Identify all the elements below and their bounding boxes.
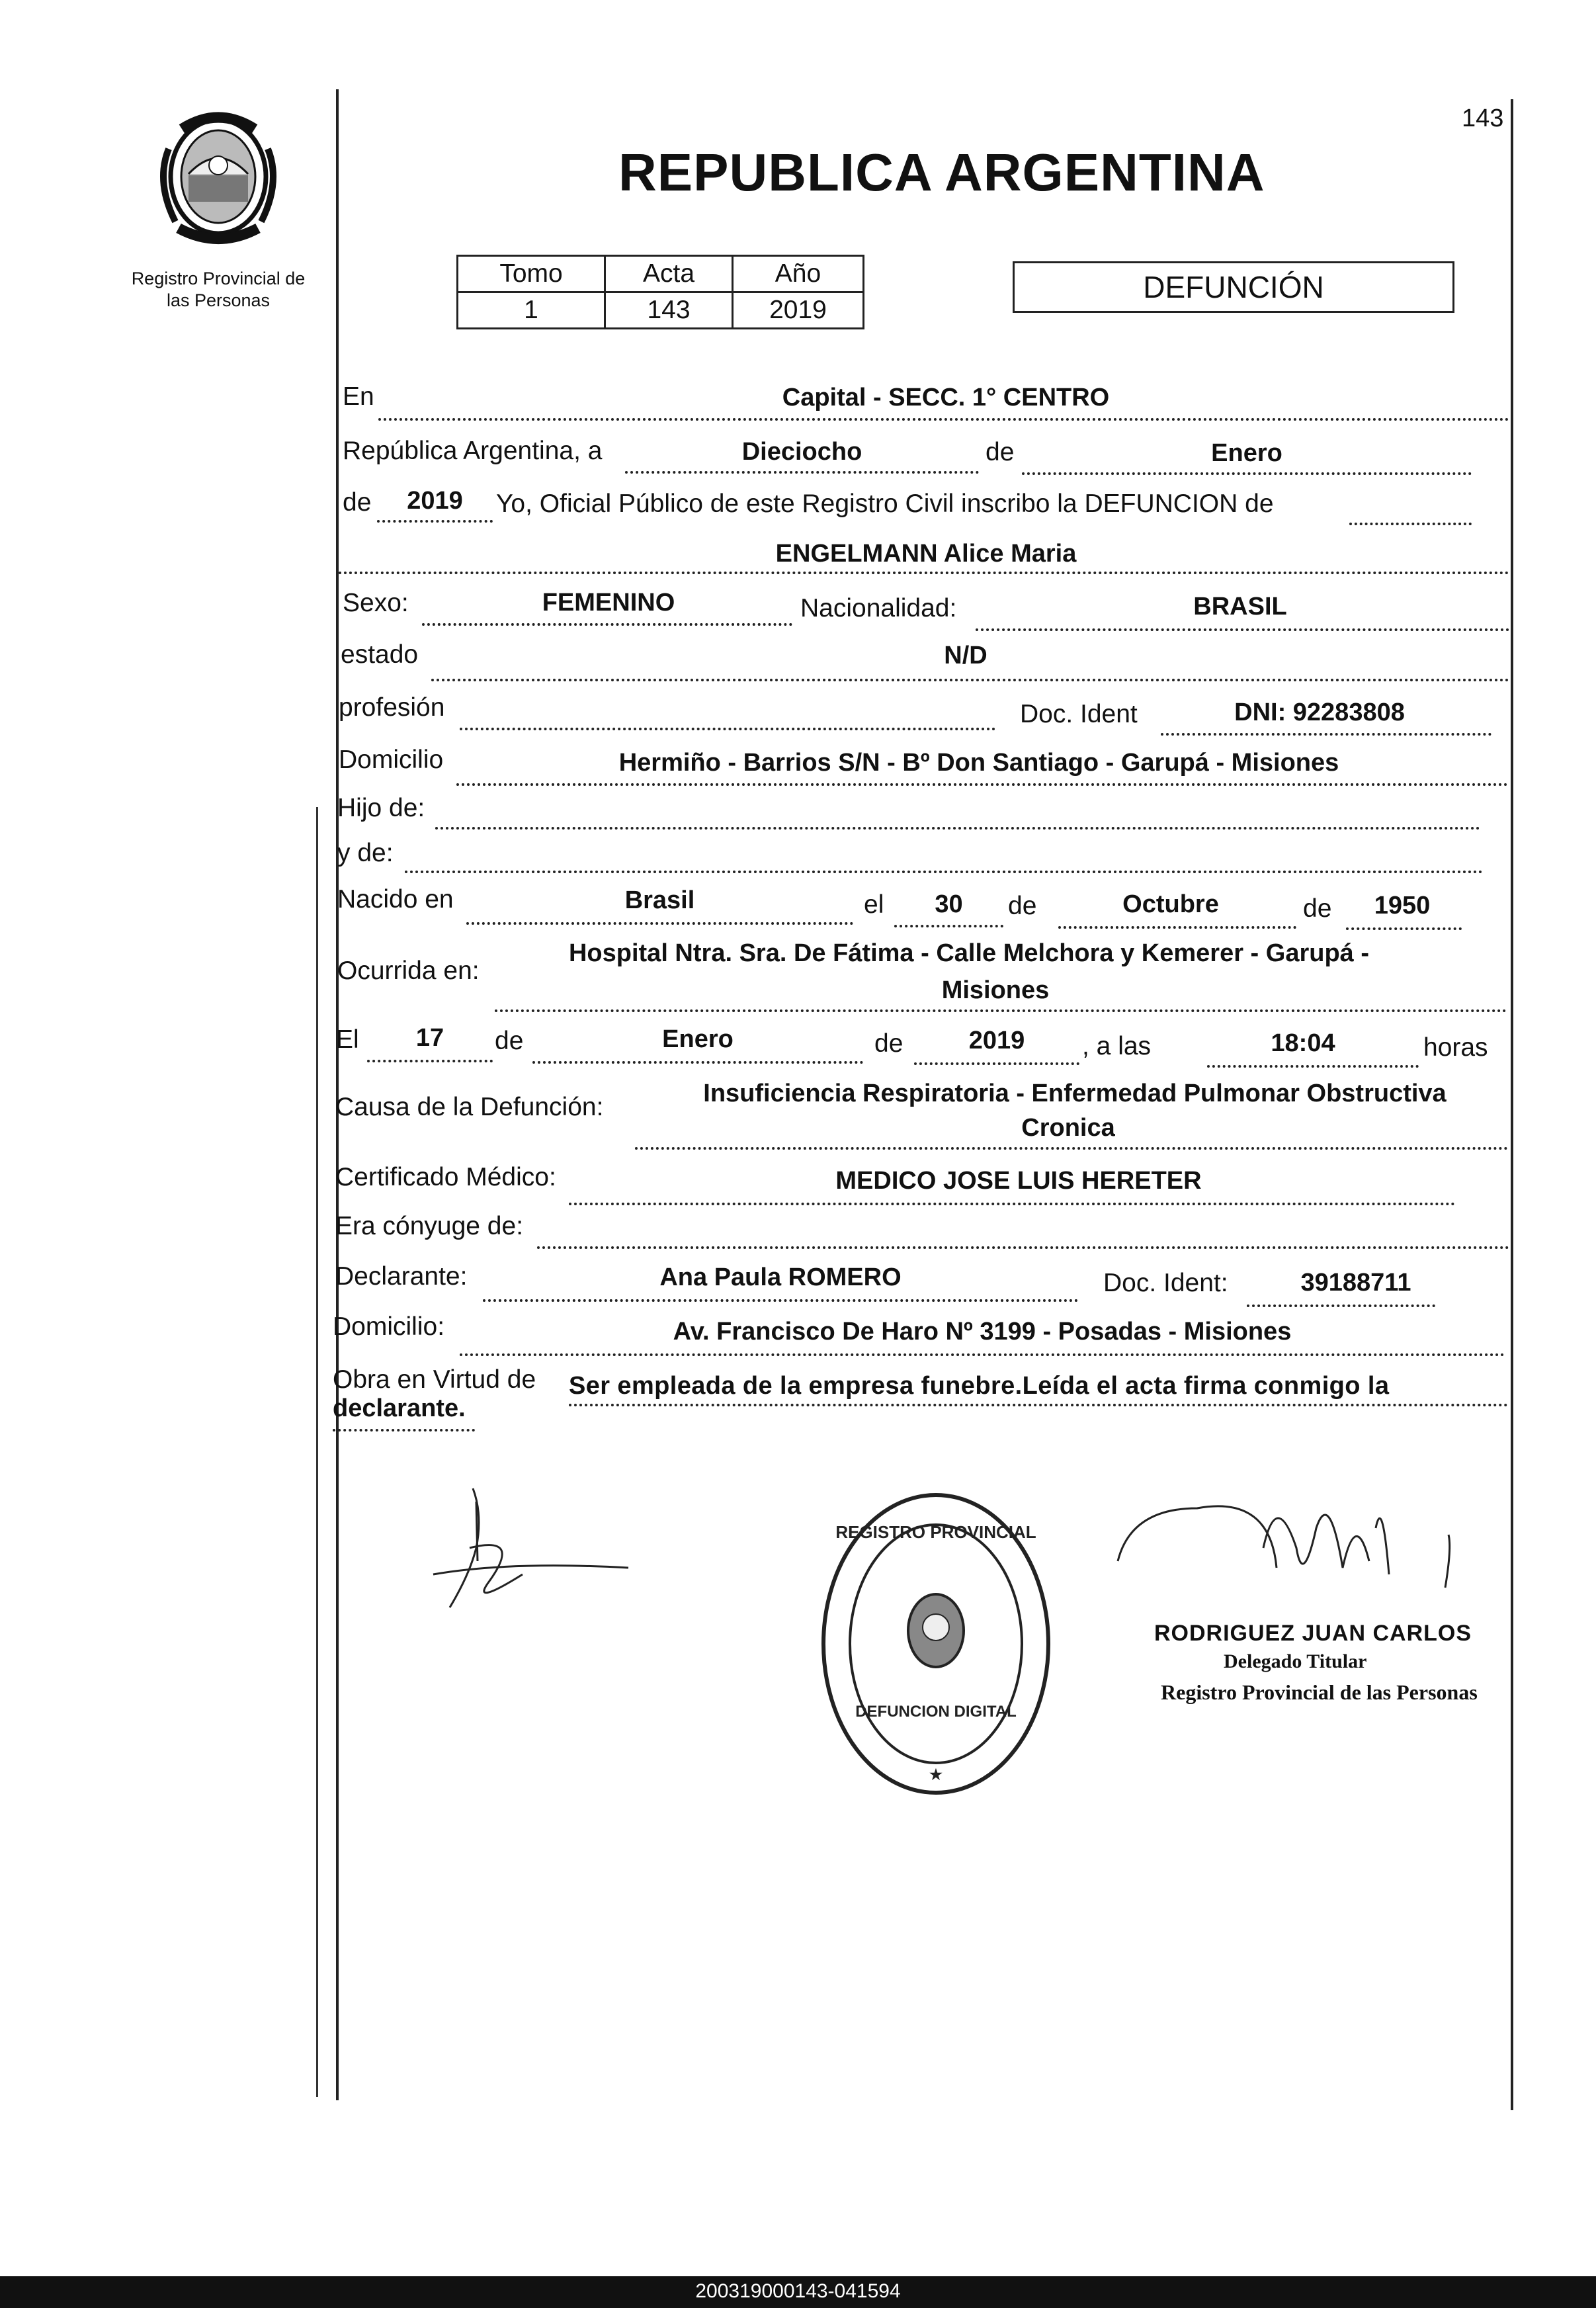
record-table-header-anio: Año: [733, 256, 864, 292]
causa-value-line1: Insuficiencia Respiratoria - Enfermedad Pulmonar Obstructiva: [703, 1080, 1447, 1107]
ocurrida-label: Ocurrida en:: [337, 957, 480, 985]
page-title: REPUBLICA ARGENTINA: [618, 143, 1265, 202]
nacido-value: Brasil: [624, 886, 695, 914]
anio-de-label: de: [343, 488, 372, 517]
oficial-line: [1349, 523, 1472, 525]
en-line: [378, 418, 1509, 421]
profesion-line: [460, 728, 995, 730]
declarant-signature: [430, 1475, 642, 1641]
profesion-label: profesión: [339, 693, 445, 722]
registry-label-line2: las Personas: [166, 290, 271, 310]
decl-doc-label: Doc. Ident:: [1103, 1269, 1228, 1297]
def-de1-label: de: [495, 1027, 524, 1055]
signatory-role: Delegado Titular: [1224, 1650, 1367, 1672]
certificado-value: MEDICO JOSE LUIS HERETER: [835, 1167, 1202, 1195]
record-number-table: [456, 255, 864, 329]
decl-domicilio-label: Domicilio:: [333, 1312, 445, 1341]
anio-line: [377, 520, 493, 523]
nombre-line: [339, 572, 1509, 574]
sexo-line: [422, 623, 792, 626]
obra-line2: [333, 1429, 475, 1432]
def-anio-value: 2019: [968, 1027, 1025, 1054]
decl-domicilio-value: Av. Francisco De Haro Nº 3199 - Posadas - Misiones: [673, 1318, 1292, 1346]
registry-label-line1: Registro Provincial de: [131, 269, 306, 288]
official-signature: [1105, 1469, 1501, 1621]
nac-mes-value: Octubre: [1122, 890, 1219, 918]
horas-label: horas: [1423, 1033, 1488, 1062]
nac-dia-line: [894, 925, 1003, 927]
estado-label: estado: [341, 640, 419, 669]
record-table-tomo-value: 1: [458, 292, 605, 329]
mes-line: [1022, 472, 1472, 475]
conyuge-line: [537, 1246, 1509, 1249]
hijo-line: [435, 827, 1480, 830]
anio-value: 2019: [407, 487, 463, 515]
mes-value: Enero: [1211, 439, 1282, 467]
nac-mes-line: [1058, 926, 1296, 929]
svg-text:DEFUNCION DIGITAL: DEFUNCION DIGITAL: [855, 1703, 1017, 1721]
record-table-header-tomo: Tomo: [458, 256, 605, 292]
provincial-coat-of-arms-logo: [149, 103, 288, 255]
def-anio-line: [914, 1062, 1079, 1065]
obra-value-line1: Ser empleada de la empresa funebre.Leída el acta firma conmigo la: [569, 1372, 1390, 1400]
nacido-line: [466, 922, 853, 925]
ocurrida-value-line2: Misiones: [941, 976, 1050, 1004]
a-las-label: , a las: [1082, 1032, 1152, 1060]
svg-text:REGISTRO PROVINCIAL: REGISTRO PROVINCIAL: [835, 1522, 1036, 1542]
declarante-line: [483, 1299, 1078, 1302]
estado-value: N/D: [944, 642, 987, 669]
en-label: En: [343, 382, 374, 411]
record-table-header-acta: Acta: [605, 256, 733, 292]
record-table-acta-value: 143: [605, 292, 733, 329]
def-mes-value: Enero: [662, 1025, 734, 1053]
def-hora-value: 18:04: [1271, 1029, 1335, 1057]
nac-de1-label: de: [1008, 892, 1037, 920]
sexo-value: FEMENINO: [542, 589, 675, 617]
registry-label: [116, 268, 321, 312]
document-code: 200319000143-041594: [695, 2280, 901, 2302]
nac-dia-value: 30: [935, 890, 963, 918]
decl-doc-line: [1247, 1304, 1435, 1307]
def-dia-line: [367, 1060, 493, 1062]
dia-line: [625, 471, 979, 474]
signatory-name: RODRIGUEZ JUAN CARLOS: [1154, 1621, 1472, 1646]
hijo-label: Hijo de:: [337, 794, 425, 822]
yde-line: [405, 871, 1483, 873]
registry-seal-stamp: [817, 1488, 1055, 1799]
def-dia-value: 17: [415, 1024, 444, 1052]
nac-de2-label: de: [1303, 894, 1332, 923]
domicilio-label: Domicilio: [339, 746, 444, 774]
nacionalidad-value: BRASIL: [1193, 593, 1287, 620]
en-value: Capital - SECC. 1° CENTRO: [782, 384, 1110, 411]
de-label-1: de: [986, 438, 1015, 466]
svg-text:★: ★: [929, 1766, 943, 1783]
obra-value-line2: declarante.: [333, 1394, 466, 1422]
conyuge-label: Era cónyuge de:: [335, 1212, 524, 1240]
nombre-value: ENGELMANN Alice Maria: [775, 540, 1077, 568]
causa-line: [635, 1147, 1508, 1150]
el2-label: El: [336, 1025, 359, 1054]
def-de2-label: de: [874, 1029, 903, 1058]
nacionalidad-line: [976, 628, 1509, 631]
record-table-anio-value: 2019: [733, 292, 864, 329]
ocurrida-line: [495, 1009, 1507, 1012]
decl-doc-value: 39188711: [1300, 1269, 1411, 1297]
page-number: 143: [1462, 105, 1504, 132]
def-hora-line: [1207, 1065, 1419, 1068]
causa-value-line2: Cronica: [1021, 1114, 1115, 1142]
causa-label: Causa de la Defunción:: [335, 1093, 604, 1121]
declarante-label: Declarante:: [335, 1262, 468, 1291]
domicilio-value: Hermiño - Barrios S/N - Bº Don Santiago - Garupá - Misiones: [618, 749, 1339, 777]
doc-ident-label: Doc. Ident: [1020, 700, 1138, 728]
nac-anio-value: 1950: [1374, 892, 1431, 919]
record-type-box: DEFUNCIÓN: [1013, 261, 1454, 313]
certificado-label: Certificado Médico:: [335, 1163, 556, 1191]
certificado-line: [569, 1203, 1455, 1205]
ocurrida-value-line1: Hospital Ntra. Sra. De Fátima - Calle Melchora y Kemerer - Garupá -: [568, 939, 1370, 967]
nac-anio-line: [1346, 927, 1462, 930]
oficial-text: Yo, Oficial Público de este Registro Civil inscribo la DEFUNCION de: [496, 490, 1274, 518]
estado-line: [431, 679, 1509, 681]
doc-ident-value: DNI: 92283808: [1234, 699, 1405, 726]
nacido-label: Nacido en: [337, 885, 454, 914]
declarante-value: Ana Paula ROMERO: [659, 1263, 902, 1291]
yde-label: y de:: [337, 839, 394, 867]
decl-domicilio-line: [460, 1353, 1505, 1356]
obra-label: Obra en Virtud de: [333, 1365, 536, 1394]
republica-label: República Argentina, a: [343, 437, 603, 465]
right-margin-line: [1511, 99, 1513, 2110]
domicilio-line: [456, 783, 1508, 786]
obra-line1: [569, 1404, 1508, 1406]
sexo-label: Sexo:: [343, 589, 409, 617]
def-mes-line: [532, 1061, 863, 1064]
dia-value: Dieciocho: [741, 438, 862, 466]
nacido-el-label: el: [864, 890, 884, 919]
record-table-header-row: [458, 256, 864, 292]
record-table-value-row: [458, 292, 864, 329]
signatory-organization: Registro Provincial de las Personas: [1161, 1680, 1478, 1704]
nacionalidad-label: Nacionalidad:: [800, 594, 957, 622]
doc-ident-line: [1161, 733, 1491, 736]
left-margin-line-secondary: [316, 807, 318, 2097]
